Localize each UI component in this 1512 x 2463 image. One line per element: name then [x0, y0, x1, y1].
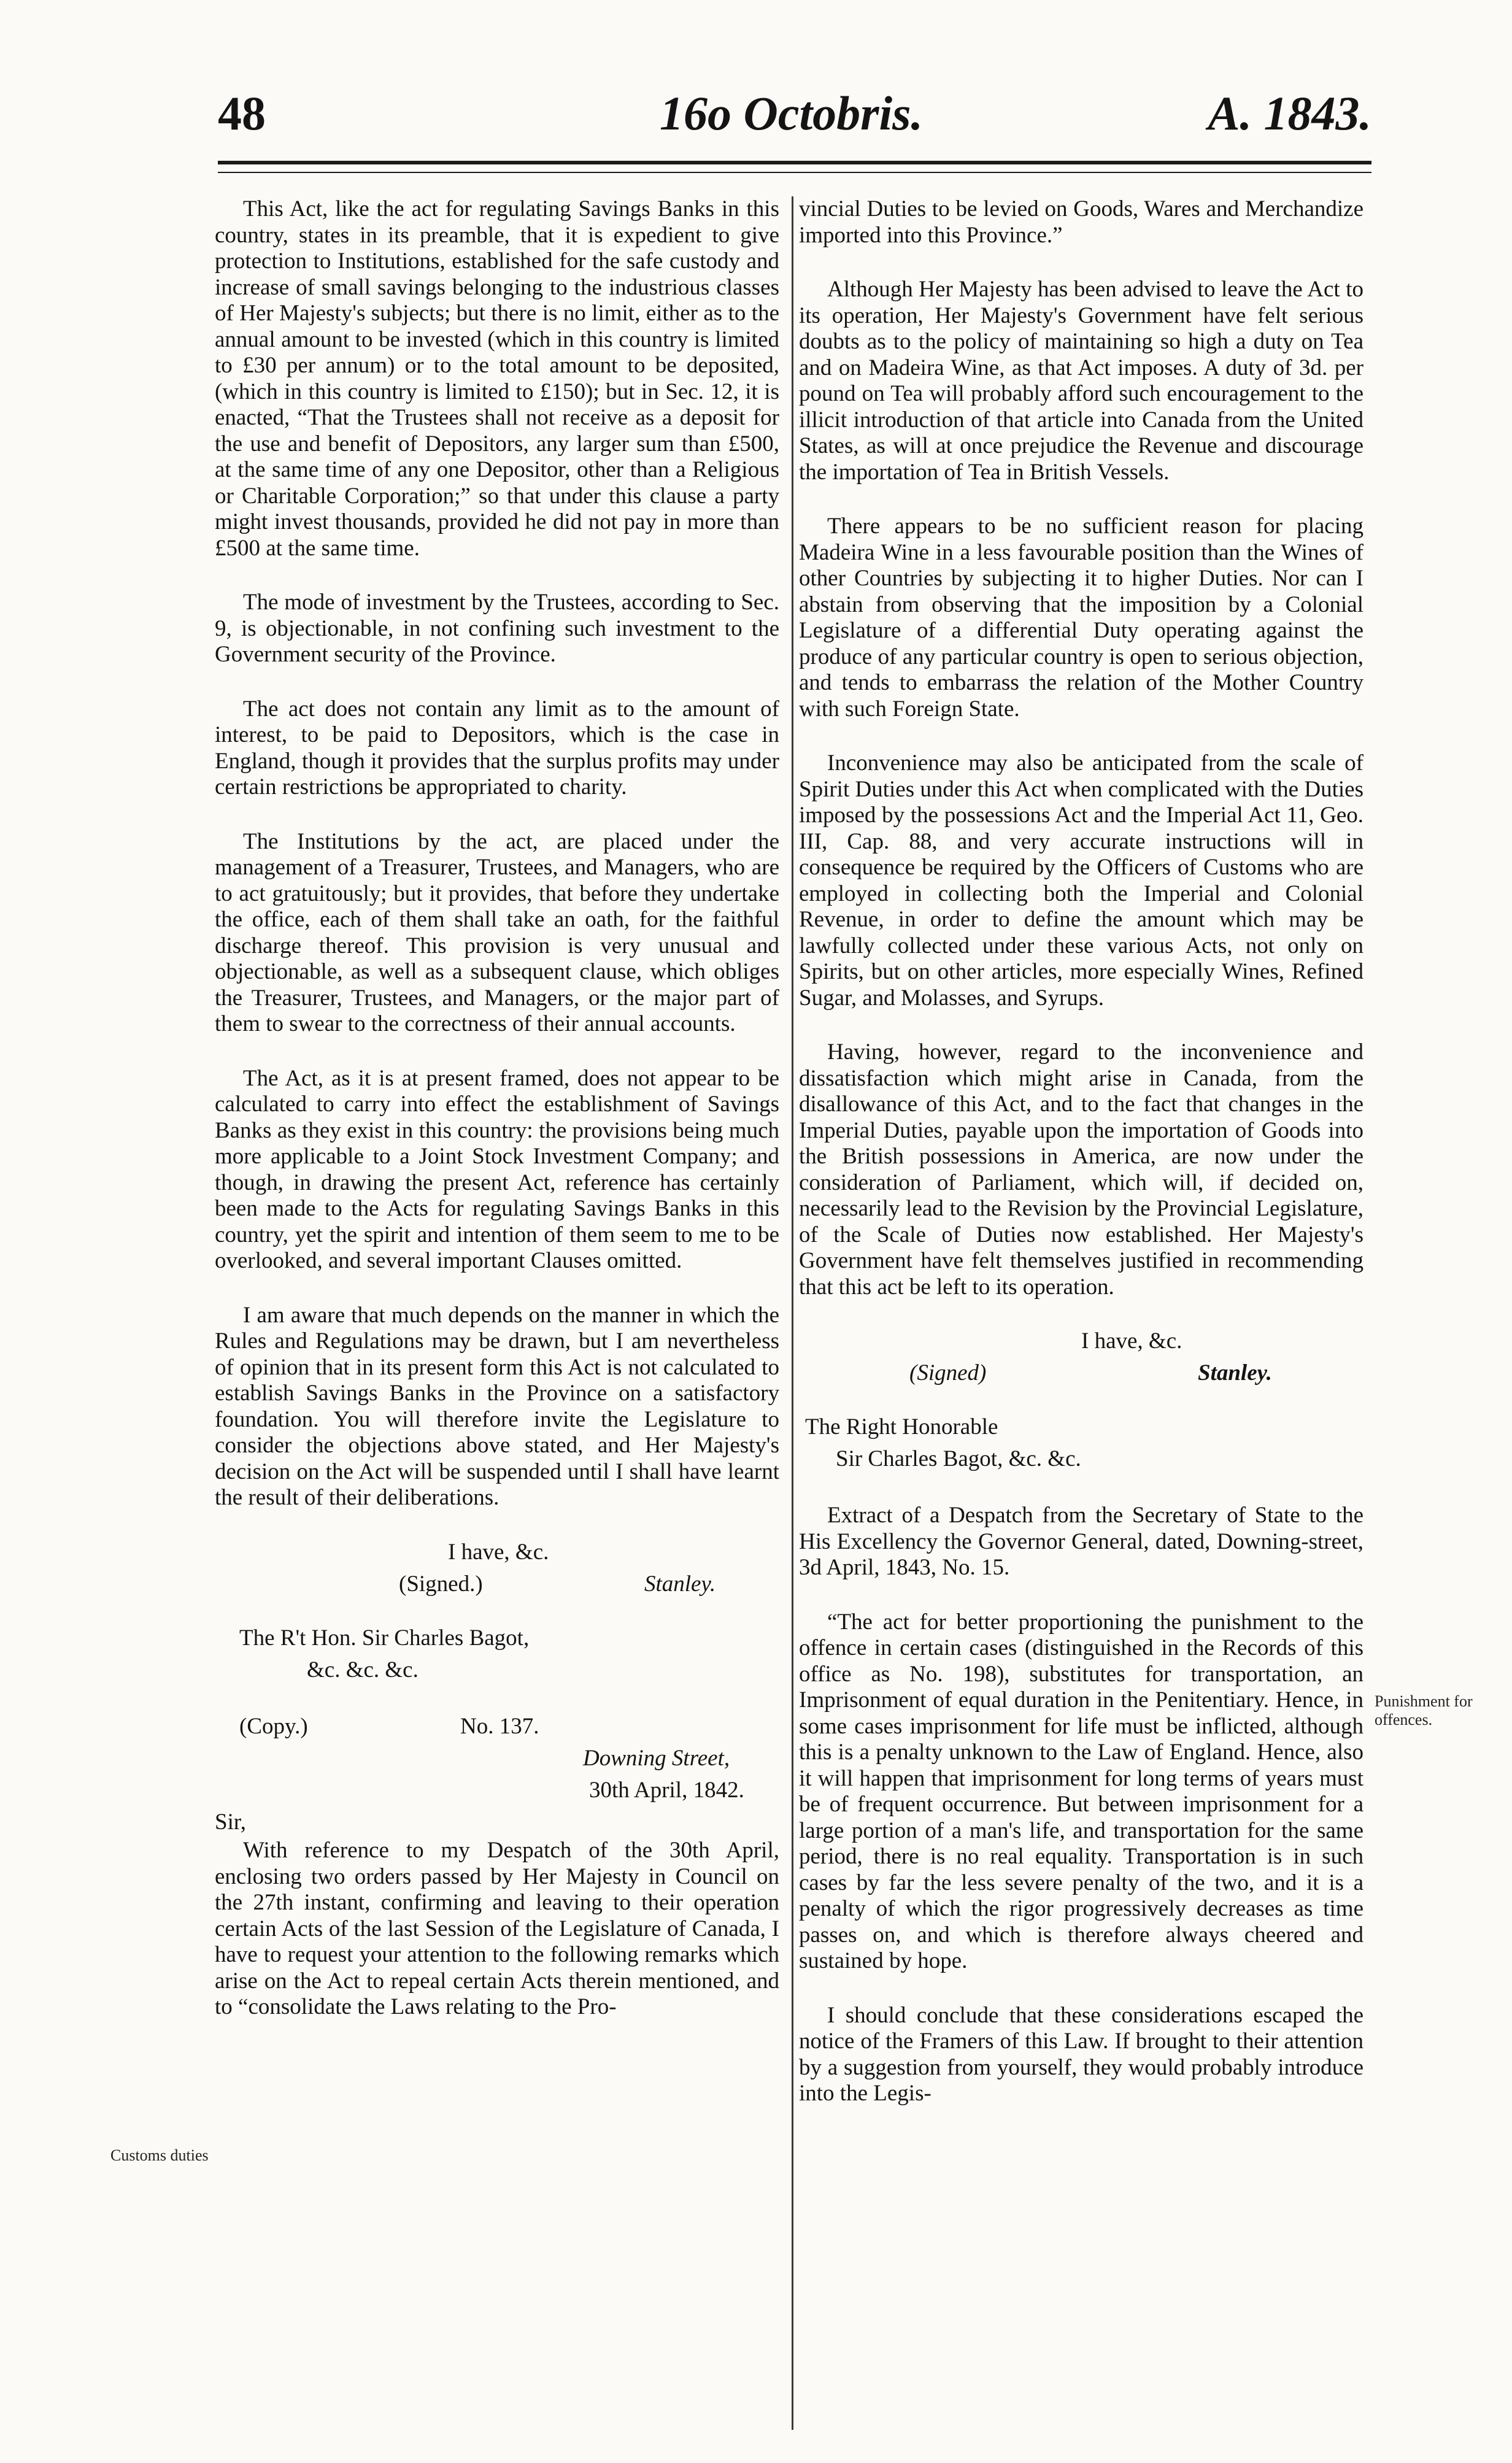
left-despatch-number: No. 137.	[460, 1713, 539, 1739]
right-extract-heading: Extract of a Despatch from the Secretary of State to the His Excellency the Governor General, dated, Downing-street, 3d April, 1843, No. 15.	[799, 1503, 1364, 1580]
right-paragraph-7: “The act for better proportioning the punishment to the offence in certain cases (distinguished in the Records of this office as No. 198), substitutes for transportation, an Imprisonment of equal duration in the Penitentiary. Hence, in some cases imprisonment for life must be inflicted, although this is a penalty unknown to the Law of England. Hence, also it will happen that imprisonment for long terms of years must be of frequent occurrence. But between imprisonment for a large portion of a man's life, and transportation for the same period, there is no real equality. Transportation is in such cases by far the less severe penalty of the two, and it is a penalty of which the rigor progressively decreases as time passes on, and which is therefore always cheered and sustained by hope.	[799, 1609, 1364, 1973]
left-addressee-line-1: The R't Hon. Sir Charles Bagot,	[239, 1625, 530, 1651]
right-paragraph-4: Inconvenience may also be anticipated from the scale of Spirit Duties under this Act when complicated with the Duties imposed by the possessions Act and the Imperial Act 11, Geo. III, Cap. 88, and very accurate instructions will in consequence be required by the Officers of Customs who are employed in collecting both the Imperial and Colonial Revenue, in order to define the amount which may be lawfully collected under these various Acts, not only on Spirits, but on other articles, more especially Wines, Refined Sugar, and Molasses, and Syrups.	[799, 750, 1364, 1011]
page-number: 48	[218, 87, 266, 140]
left-place-date-line: 30th April, 1842.	[589, 1777, 744, 1803]
column-divider	[792, 196, 793, 2430]
left-addressee-line-2: &c. &c. &c.	[307, 1657, 418, 1682]
right-signature	[799, 1360, 1364, 1390]
margin-note-customs: Customs duties	[110, 2146, 209, 2164]
right-addressee-line-1: The Right Honorable	[805, 1414, 998, 1440]
right-column	[799, 196, 1364, 2135]
header-date: 16o Octobris.	[660, 87, 923, 140]
left-paragraph-1: This Act, like the act for regulating Savings Banks in this country, states in its preamble, that it is expedient to give protection to Institutions, established for the safe custody and increase of small savings belonging to the industrious classes of Her Majesty's subjects; but there is no limit, either as to the annual amount to be invested (which in this country is limited to £30 per annum) or to the total amount to be deposited, (which in this country is limited to £150); but in Sec. 12, it is enacted, “That the Trustees shall not receive as a deposit for the use and benefit of Depositors, any larger sum than £500, at the same time of any one Depositor, other than a Religious or Charitable Corporation;” so that under this clause a party might invest thousands, provided he did not pay in more than £500 at the same time.	[215, 196, 779, 561]
left-paragraph-3: The act does not contain any limit as to the amount of interest, to be paid to Depositors, which is the case in England, though it provides that the surplus profits may under certain restrictions be appropriated to charity.	[215, 696, 779, 800]
left-closing-have: I have, &c.	[448, 1539, 549, 1565]
left-copy-line	[215, 1714, 779, 1743]
right-paragraph-8: I should conclude that these considerations escaped the notice of the Framers of this Law. If brought to their attention by a suggestion from yourself, they would probably introduce into the Legis-	[799, 2002, 1364, 2106]
right-addressee-line-2: Sir Charles Bagot, &c. &c.	[836, 1446, 1081, 1471]
left-paragraph-4: The Institutions by the act, are placed under the management of a Treasurer, Trustees, and Managers, who are to act gratuitously; but it provides, that before they undertake the office, each of them shall take an oath, for the faithful discharge thereof. This provision is very unusual and objectionable, as well as a subsequent clause, which obliges the Treasurer, Trustees, and Managers, or the major part of them to swear to the correctness of their annual accounts.	[215, 828, 779, 1036]
right-paragraph-1: vincial Duties to be levied on Goods, Wares and Merchandize imported into this Province.”	[799, 196, 1364, 248]
right-signed: (Signed)	[909, 1360, 987, 1386]
header-year: A. 1843.	[1208, 87, 1371, 140]
right-paragraph-5: Having, however, regard to the inconvenience and dissatisfaction which might arise in Canada, from the disallowance of this Act, and to the fact that changes in the Imperial Duties, payable upon the importation of Goods into the British possessions in America, are now under the consideration of Parliament, which will, if decided on, necessarily lead to the Revision by the Provincial Legislature, of the Scale of Duties now established. Her Majesty's Government have felt themselves justified in recommending that this act be left to its operation.	[799, 1039, 1364, 1300]
right-closing-have: I have, &c.	[1081, 1328, 1182, 1354]
right-paragraph-3: There appears to be no sufficient reason for placing Madeira Wine in a less favourable position than the Wines of other Countries by subjecting it to higher Duties. Nor can I abstain from observing that the imposition by a Colonial Legislature of a differential Duty operating against the produce of any particular country is open to serious objection, and tends to embarrass the relation of the Mother Country with such Foreign State.	[799, 514, 1364, 722]
header-rule-thick	[218, 161, 1371, 164]
left-signed: (Signed.)	[399, 1571, 483, 1597]
left-closing	[215, 1540, 779, 1569]
left-salutation: Sir,	[215, 1809, 246, 1835]
right-closing	[799, 1328, 1364, 1358]
right-stanley: Stanley.	[1198, 1360, 1272, 1386]
header-rule-thin	[218, 172, 1371, 173]
left-paragraph-7: With reference to my Despatch of the 30th April, enclosing two orders passed by Her Majesty in Council on the 27th instant, confirming and leaving to their operation certain Acts of the last Session of the Legislature of Canada, I have to request your attention to the following remarks which arise on the Act to repeal certain Acts therein mentioned, and to “consolidate the Laws relating to the Pro-	[215, 1838, 779, 2019]
left-copy: (Copy.)	[239, 1713, 308, 1739]
left-place-line: Downing Street,	[583, 1745, 730, 1771]
left-stanley: Stanley.	[644, 1571, 716, 1597]
right-paragraph-2: Although Her Majesty has been advised to leave the Act to its operation, Her Majesty's Government have felt serious doubts as to the policy of maintaining so high a duty on Tea and on Madeira Wine, as that Act imposes. A duty of 3d. per pound on Tea will probably afford such encouragement to the illicit introduction of that article into Canada from the United States, as will at once prejudice the Revenue and discourage the importation of Tea in British Vessels.	[799, 277, 1364, 485]
left-signature	[215, 1571, 779, 1601]
left-paragraph-2: The mode of investment by the Trustees, according to Sec. 9, is objectionable, in not confining such investment to the Government security of the Province.	[215, 590, 779, 667]
margin-note-punishment: Punishment for offences.	[1375, 1692, 1473, 1729]
page-header	[218, 80, 1371, 147]
left-paragraph-6: I am aware that much depends on the manner in which the Rules and Regulations may be drawn, but I am nevertheless of opinion that in its present form this Act is not calculated to establish Savings Banks in the Province on a satisfactory foundation. You will therefore invite the Legislature to consider the objections above stated, and Her Majesty's decision on the Act will be suspended until I shall have learnt the result of their deliberations.	[215, 1302, 779, 1510]
left-paragraph-5: The Act, as it is at present framed, does not appear to be calculated to carry into effect the establishment of Savings Banks as they exist in this country: the provisions being much more applicable to a Joint Stock Investment Company; and though, in drawing the present Act, reference has certainly been made to the Acts for regulating Savings Banks in this country, yet the spirit and intention of them seem to me to be overlooked, and several important Clauses omitted.	[215, 1065, 779, 1273]
left-column	[215, 196, 779, 2049]
